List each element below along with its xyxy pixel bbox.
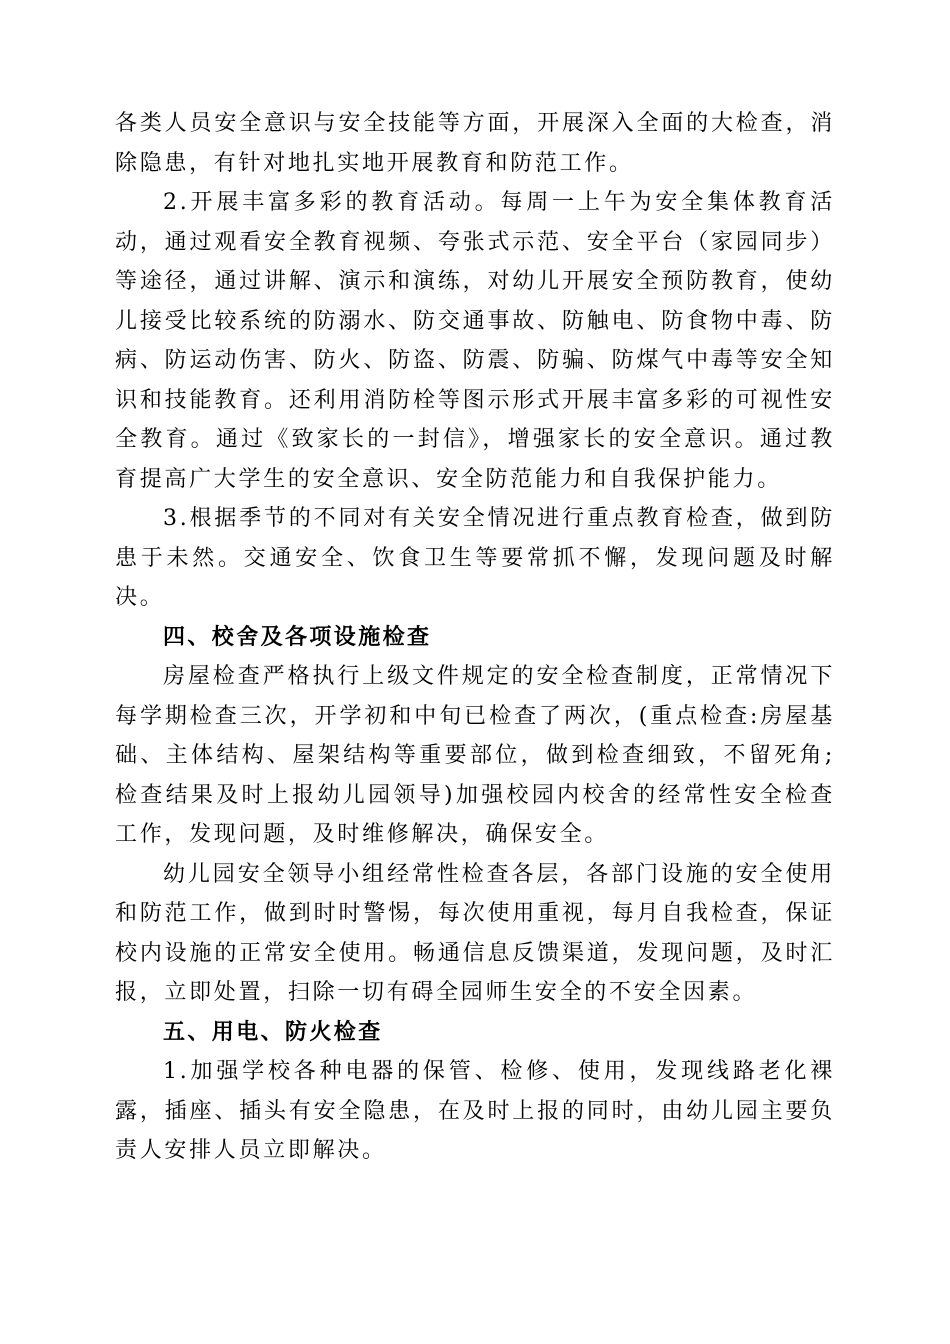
paragraph-item-2-education-activities: 2.开展丰富多彩的教育活动。每周一上午为安全集体教育活动，通过观看安全教育视频、夸张式示范、安全平台（家园同步）等途径，通过讲解、演示和演练，对幼儿开展安全预防教育，使幼儿接受比较系统的防溺水、防交通事故、防触电、防食物中毒、防病、防运动伤害、防火、防盗、防震、防骗、防煤气中毒等安全知识和技能教育。还利用消防栓等图示形式开展丰富多彩的可视性安全教育。通过《致家长的一封信》，增强家长的安全意识。通过教育提高广大学生的安全意识、安全防范能力和自我保护能力。 — [115, 190, 835, 492]
paragraph-safety-team-checks: 幼儿园安全领导小组经常性检查各层，各部门设施的安全使用和防范工作，做到时时警惕，每次使用重视，每月自我检查，保证校内设施的正常安全使用。畅通信息反馈渠道，发现问题，及时汇报，立即处置，扫除一切有碍全园师生安全的不安全因素。 — [115, 861, 835, 1005]
section-heading-4-facilities: 四、校舍及各项设施检查 — [163, 624, 432, 650]
paragraph-intro-continuation: 各类人员安全意识与安全技能等方面，开展深入全面的大检查，消除隐患，有针对地扎实地开展教育和防范工作。 — [115, 111, 835, 176]
paragraph-item-1-electrical: 1.加强学校各种电器的保管、检修、使用，发现线路老化裸露，插座、插头有安全隐患，在及时上报的同时，由幼儿园主要负责人安排人员立即解决。 — [115, 1059, 835, 1163]
paragraph-item-3-seasonal-checks: 3.根据季节的不同对有关安全情况进行重点教育检查，做到防患于未然。交通安全、饮食卫生等要常抓不懈，发现问题及时解决。 — [115, 506, 835, 610]
paragraph-building-inspection: 房屋检查严格执行上级文件规定的安全检查制度，正常情况下每学期检查三次，开学初和中旬已检查了两次，(重点检查:房屋基础、主体结构、屋架结构等重要部位，做到检查细致，不留死角;检查结果及时上报幼儿园领导)加强校园内校舍的经常性安全检查工作，发现问题，及时维修解决，确保安全。 — [115, 664, 835, 847]
document-page — [115, 104, 835, 1171]
section-heading-5-electricity-fire: 五、用电、防火检查 — [163, 1019, 383, 1045]
